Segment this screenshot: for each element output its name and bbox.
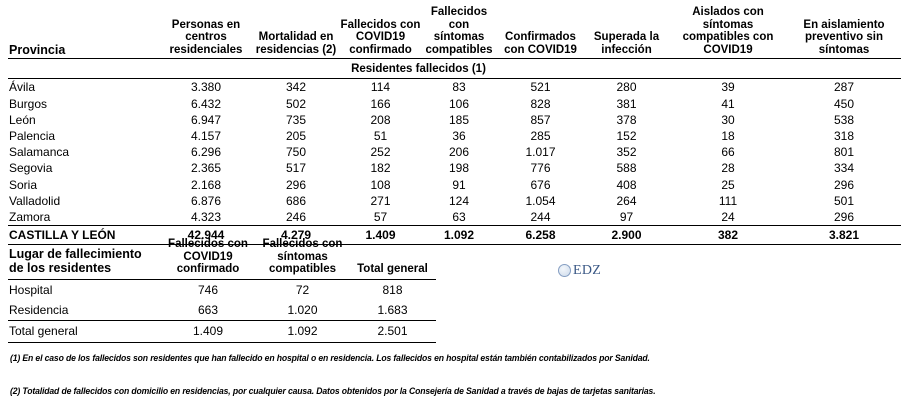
residences-covid-table (8, 6, 901, 245)
cell-aislamiento-preventivo: 801 (833, 145, 855, 160)
cell-total-aislamiento-preventivo: 3.821 (787, 226, 901, 245)
cell-fallecidos-sintomas: 106 (448, 96, 470, 111)
cell-provincia: Valladolid (9, 193, 61, 208)
column-header-total-general: Total general (349, 238, 436, 279)
column-header-fallecidos-confirmado: Fallecidos con COVID19 confirmado (340, 6, 421, 59)
cell-aislamiento-preventivo: 318 (833, 128, 855, 143)
cell-confirmados: 776 (530, 161, 551, 176)
cell-mortalidad: 750 (285, 145, 307, 160)
cell-aislados-sintomas: 66 (721, 145, 735, 160)
cell-provincia: Segovia (9, 161, 53, 176)
column-header-superada-infeccion: Superada la infección (584, 6, 669, 59)
table-row (8, 193, 901, 209)
cell-confirmados: 244 (530, 210, 551, 224)
cell-confirmados: 285 (530, 128, 551, 143)
cell-fallecidos-sintomas: 206 (448, 145, 470, 160)
group-band-residentes-fallecidos: Residentes fallecidos (1) (340, 59, 497, 79)
cell-personas: 4.323 (190, 210, 222, 224)
cell-total-mortalidad: 4.279 (252, 226, 340, 245)
cell-aislados-sintomas: 28 (721, 161, 735, 176)
cell-aislados-sintomas: 111 (718, 193, 738, 208)
cell-fallecidos-sintomas: 63 (452, 210, 466, 224)
cell-provincia: Ávila (9, 80, 36, 95)
cell-total-fallecidos-confirmado: 1.409 (340, 226, 421, 245)
cell-confirmados: 1.017 (525, 145, 556, 160)
cell-aislados-sintomas: 25 (721, 177, 735, 192)
footnotes (10, 352, 900, 397)
edz-label: EDZ (573, 263, 602, 278)
cell-confirmados: 828 (530, 96, 551, 111)
cell-superada: 152 (616, 128, 637, 143)
cell-aislamiento-preventivo: 296 (833, 177, 855, 192)
table-row (8, 177, 901, 193)
column-header-aislamiento-preventivo: En aislamiento preventivo sin síntomas (787, 6, 901, 59)
table-row (8, 144, 901, 160)
cell-sub-total: 818 (382, 282, 403, 297)
cell-mortalidad: 517 (285, 161, 307, 176)
cell-fallecidos-confirmado: 57 (373, 210, 388, 224)
cell-superada: 408 (616, 177, 637, 192)
cell-aislamiento-preventivo: 538 (833, 112, 855, 127)
table-body (8, 79, 901, 245)
cell-personas: 6.947 (190, 112, 222, 127)
cell-fallecidos-confirmado: 271 (370, 193, 391, 208)
cell-lugar: Hospital (9, 282, 53, 297)
footnote-2: (2) Totalidad de fallecidos con domicilio en residencias, por cualquier causa. Datos obtenidos por la Consejería de Sanidad a través de bajas de tarjetas sanitarias. (10, 386, 656, 396)
cell-personas: 6.432 (190, 96, 222, 111)
column-header-fallecidos-sintomas: Fallecidos con síntomas compatibles (421, 6, 497, 59)
cell-confirmados: 676 (530, 177, 551, 192)
cell-fallecidos-sintomas: 36 (452, 128, 466, 143)
cell-sub-total-fallecidos-confirmado: 1.409 (160, 320, 256, 342)
column-header-confirmados-covid19: Confirmados con COVID19 (497, 6, 584, 59)
cell-fallecidos-confirmado: 108 (370, 177, 391, 192)
cell-aislamiento-preventivo: 501 (833, 193, 855, 208)
cell-mortalidad: 735 (285, 112, 307, 127)
cell-total-personas: 42.944 (160, 226, 252, 245)
table-row (8, 300, 436, 321)
cell-superada: 378 (616, 112, 637, 127)
cell-sub-total-general: 2.501 (349, 320, 436, 342)
table-row (8, 279, 436, 300)
table-row (8, 209, 901, 226)
cell-aislados-sintomas: 30 (721, 112, 735, 127)
cell-superada: 280 (616, 80, 637, 95)
subtable-header-row (8, 238, 436, 279)
cell-provincia: León (9, 112, 36, 127)
column-header-aislados-sintomas: Aislados con síntomas compatibles con COVID19 (669, 6, 787, 59)
cell-personas: 4.157 (190, 128, 222, 143)
cell-superada: 352 (616, 145, 637, 160)
group-band-spacer (8, 59, 340, 79)
column-header-provincia: Provincia (8, 6, 160, 59)
cell-total-fallecidos-sintomas: 1.092 (421, 226, 497, 245)
cell-provincia: Soria (9, 177, 38, 192)
cell-superada: 97 (619, 210, 634, 224)
cell-fallecidos-confirmado: 252 (370, 145, 391, 160)
cell-provincia: Zamora (9, 210, 51, 224)
cell-mortalidad: 686 (285, 193, 307, 208)
cell-total-confirmados: 6.258 (497, 226, 584, 245)
group-band-row (8, 59, 901, 79)
cell-personas: 3.380 (190, 80, 222, 95)
cell-aislados-sintomas: 41 (721, 96, 735, 111)
column-header-sub-fallecidos-sintomas: Fallecidos con síntomas compatibles (256, 238, 349, 279)
cell-aislamiento-preventivo: 334 (833, 161, 855, 176)
cell-personas: 6.876 (190, 193, 222, 208)
cell-provincia: Burgos (9, 96, 48, 111)
cell-sub-fallecidos-sintomas: 72 (295, 282, 310, 297)
cell-aislados-sintomas: 18 (721, 128, 735, 143)
table-row (8, 112, 901, 128)
cell-fallecidos-sintomas: 83 (452, 80, 466, 95)
subtable-total-row (8, 320, 436, 342)
cell-personas: 2.365 (190, 161, 222, 176)
cell-total-superada: 2.900 (584, 226, 669, 245)
cell-fallecidos-confirmado: 208 (370, 112, 391, 127)
cell-superada: 588 (616, 161, 637, 176)
place-of-death-table (8, 238, 436, 343)
cell-provincia: Salamanca (9, 145, 70, 160)
edz-watermark (558, 264, 601, 277)
cell-aislamiento-preventivo: 287 (833, 80, 855, 95)
circle-icon (558, 264, 571, 277)
cell-fallecidos-sintomas: 124 (448, 193, 470, 208)
cell-fallecidos-sintomas: 185 (448, 112, 470, 127)
cell-fallecidos-sintomas: 198 (448, 161, 470, 176)
column-header-mortalidad: Mortalidad en residencias (2) (252, 6, 340, 59)
cell-sub-fallecidos-sintomas: 1.020 (287, 302, 318, 317)
cell-mortalidad: 296 (285, 177, 307, 192)
cell-confirmados: 521 (530, 80, 551, 95)
cell-confirmados: 1.054 (525, 193, 556, 208)
footnote-1: (1) En el caso de los fallecidos son residentes que han fallecido en hospital o en residencia. Los fallecidos en hospital están también contabilizados por Sanidad. (10, 353, 650, 363)
cell-total-aislados-sintomas: 382 (669, 226, 787, 245)
cell-mortalidad: 246 (285, 210, 307, 224)
subtable-body (8, 279, 436, 342)
cell-lugar: Residencia (9, 302, 69, 317)
cell-aislamiento-preventivo: 296 (833, 210, 855, 224)
cell-mortalidad: 502 (285, 96, 307, 111)
cell-aislados-sintomas: 39 (721, 80, 735, 95)
cell-confirmados: 857 (530, 112, 551, 127)
cell-provincia: Palencia (9, 128, 56, 143)
group-band-spacer-right (497, 59, 901, 79)
cell-superada: 381 (616, 96, 637, 111)
cell-aislados-sintomas: 24 (721, 210, 735, 224)
cell-mortalidad: 205 (285, 128, 307, 143)
table-row (8, 96, 901, 112)
cell-aislamiento-preventivo: 450 (833, 96, 855, 111)
table-row (8, 128, 901, 144)
table-row (8, 79, 901, 96)
cell-sub-total: 1.683 (377, 302, 408, 317)
cell-sub-total-fallecidos-sintomas: 1.092 (256, 320, 349, 342)
cell-personas: 2.168 (190, 177, 222, 192)
table-header-row (8, 6, 901, 59)
cell-fallecidos-confirmado: 182 (370, 161, 391, 176)
cell-personas: 6.296 (190, 145, 222, 160)
table-row (8, 160, 901, 176)
cell-fallecidos-confirmado: 51 (373, 128, 388, 143)
column-header-lugar-fallecimiento: Lugar de fallecimiento de los residentes (8, 238, 160, 279)
cell-fallecidos-confirmado: 114 (370, 80, 391, 95)
cell-sub-total-label: Total general (8, 320, 160, 342)
cell-fallecidos-confirmado: 166 (370, 96, 391, 111)
cell-sub-fallecidos-confirmado: 663 (197, 302, 219, 317)
cell-superada: 264 (616, 193, 637, 208)
cell-fallecidos-sintomas: 91 (452, 177, 466, 192)
cell-total-label: CASTILLA Y LEÓN (8, 226, 160, 245)
cell-sub-fallecidos-confirmado: 746 (197, 282, 219, 297)
cell-mortalidad: 342 (285, 80, 307, 95)
column-header-sub-fallecidos-confirmado: Fallecidos con COVID19 confirmado (160, 238, 256, 279)
column-header-personas-centros: Personas en centros residenciales (160, 6, 252, 59)
